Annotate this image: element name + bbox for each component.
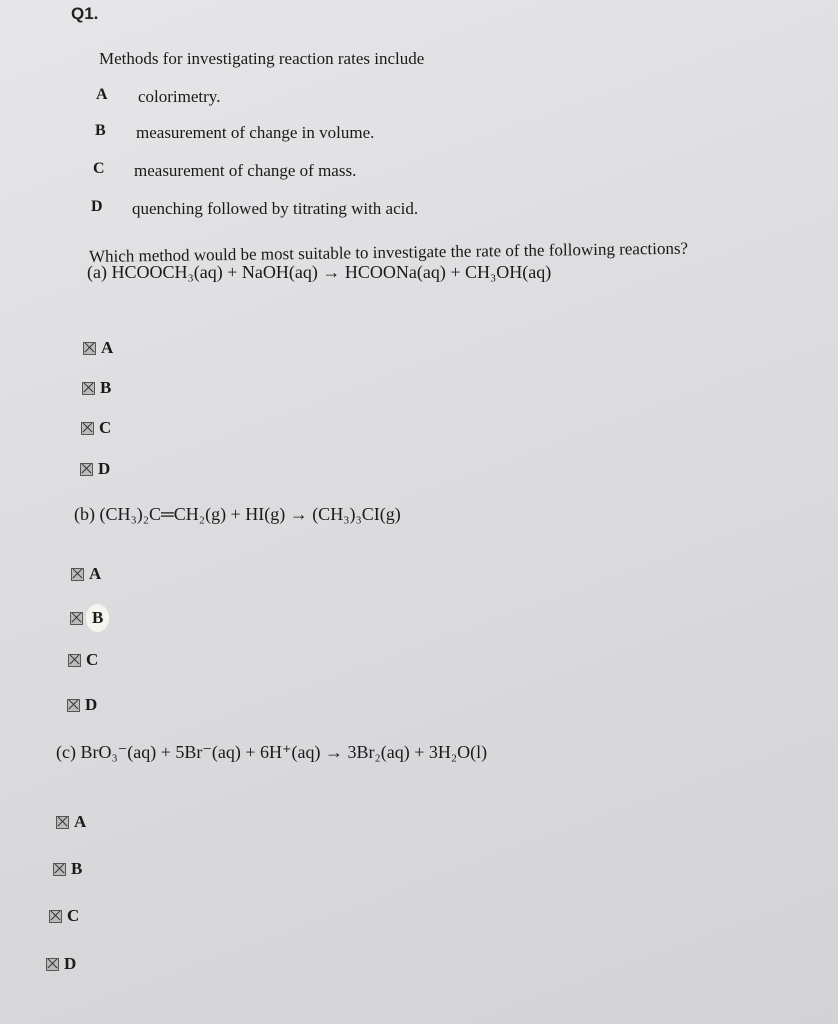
option-label: B: [86, 604, 109, 632]
option-label: A: [101, 338, 114, 357]
option-b-d[interactable]: [67, 695, 97, 715]
option-a-c[interactable]: [81, 418, 111, 438]
method-letter-c: C: [93, 160, 105, 177]
method-text-a: colorimetry.: [138, 87, 221, 106]
method-letter-a: A: [96, 86, 108, 103]
checkbox-icon[interactable]: [83, 342, 96, 355]
method-text-c: measurement of change of mass.: [134, 161, 357, 180]
option-label: C: [67, 906, 80, 925]
equation-b: (b) (CH₃)₂C═CH₂(g) + HI(g) → (CH₃)₃CI(g): [74, 504, 401, 524]
method-letter-b: B: [95, 122, 106, 139]
checkbox-icon[interactable]: [49, 910, 62, 923]
option-c-c[interactable]: [49, 906, 79, 926]
checkbox-icon[interactable]: [70, 612, 83, 625]
question-number: Q1.: [71, 4, 99, 23]
method-text-b: measurement of change in volume.: [136, 123, 375, 142]
checkbox-icon[interactable]: [82, 382, 95, 395]
checkbox-icon[interactable]: [56, 816, 69, 829]
option-label: C: [99, 418, 112, 437]
option-b-b[interactable]: [70, 604, 109, 632]
option-label: A: [74, 812, 87, 831]
equation-a: (a) HCOOCH₃(aq) + NaOH(aq) → HCOONa(aq) + CH₃OH(aq): [87, 262, 552, 282]
checkbox-icon[interactable]: [80, 463, 93, 476]
option-label: B: [100, 378, 112, 397]
checkbox-icon[interactable]: [46, 958, 59, 971]
option-label: A: [89, 564, 102, 583]
question-prompt: Which method would be most suitable to investigate the rate of the following reactions?: [88, 238, 689, 266]
option-label: D: [64, 954, 77, 973]
option-label: B: [71, 859, 83, 878]
option-a-a[interactable]: [83, 338, 113, 358]
checkbox-icon[interactable]: [81, 422, 94, 435]
option-a-b[interactable]: [82, 378, 111, 398]
option-c-d[interactable]: [46, 954, 76, 974]
option-label: C: [86, 650, 99, 669]
question-intro: Methods for investigating reaction rates include: [99, 49, 425, 68]
option-label: D: [98, 459, 111, 478]
option-b-c[interactable]: [68, 650, 98, 670]
option-a-d[interactable]: [80, 459, 110, 479]
checkbox-icon[interactable]: [53, 863, 66, 876]
method-letter-d: D: [91, 198, 103, 215]
option-c-b[interactable]: [53, 859, 82, 879]
option-label: D: [85, 695, 98, 714]
option-c-a[interactable]: [56, 812, 86, 832]
equation-c: (c) BrO₃⁻(aq) + 5Br⁻(aq) + 6H⁺(aq) → 3Br₂(aq) + 3H₂O(l): [56, 742, 488, 762]
option-b-a[interactable]: [71, 564, 101, 584]
checkbox-icon[interactable]: [67, 699, 80, 712]
checkbox-icon[interactable]: [68, 654, 81, 667]
method-text-d: quenching followed by titrating with acid.: [132, 199, 419, 218]
checkbox-icon[interactable]: [71, 568, 84, 581]
